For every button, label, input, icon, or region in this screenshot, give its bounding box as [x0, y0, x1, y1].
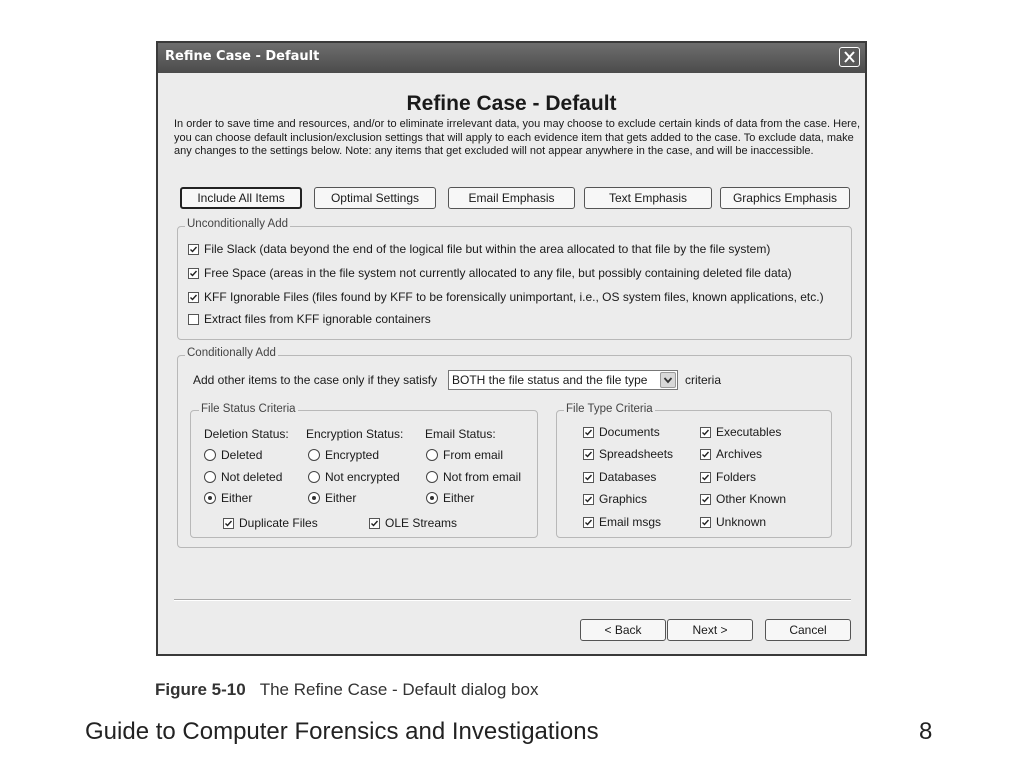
radio-not-from-email[interactable]: [426, 470, 521, 484]
encryption-status-header: Encryption Status:: [306, 427, 404, 441]
folders-checkbox[interactable]: [700, 470, 756, 484]
graphics-checkbox[interactable]: [583, 492, 647, 506]
kff-ignorable-label: KFF Ignorable Files (files found by KFF to be forensically unimportant, i.e., OS system files, known applications, etc.): [204, 290, 824, 304]
checkbox-box: [188, 244, 199, 255]
executables-label: Executables: [716, 425, 782, 439]
figure-number: Figure 5-10: [155, 680, 246, 699]
figure-caption: [155, 680, 538, 700]
file-slack-label: File Slack (data beyond the end of the logical file but within the area allocated to that file by the file system): [204, 242, 771, 256]
next-button[interactable]: Next >: [667, 619, 753, 641]
condition-select-value: BOTH the file status and the file type: [452, 373, 648, 387]
checkbox-box: [583, 517, 594, 528]
radio-label: From email: [443, 448, 504, 462]
extract-kff-containers-checkbox[interactable]: [188, 312, 431, 326]
radio-circle: [308, 471, 320, 483]
email-msgs-label: Email msgs: [599, 515, 662, 529]
free-space-label: Free Space (areas in the file system not currently allocated to any file, but possibly containing deleted file data): [204, 266, 792, 280]
check-icon: [370, 519, 379, 528]
check-icon: [584, 450, 593, 459]
radio-circle: [204, 471, 216, 483]
checkbox-box: [583, 449, 594, 460]
unknown-label: Unknown: [716, 515, 767, 529]
checkbox-box: [188, 292, 199, 303]
optimal-settings-button[interactable]: Optimal Settings: [314, 187, 436, 209]
folders-label: Folders: [716, 470, 757, 484]
other-known-checkbox[interactable]: [700, 492, 786, 506]
dialog-heading: Refine Case - Default: [406, 92, 617, 115]
kff-ignorable-checkbox[interactable]: [188, 290, 824, 304]
figure-caption-text: The Refine Case - Default dialog box: [259, 680, 539, 699]
conditionally-add-label: Conditionally Add: [187, 347, 276, 359]
email-status-header: Email Status:: [425, 427, 496, 441]
radio-encryption-either[interactable]: [308, 491, 356, 505]
radio-label: Either: [221, 491, 253, 505]
email-emphasis-button[interactable]: Email Emphasis: [448, 187, 575, 209]
intro-text: In order to save time and resources, and/or to eliminate irrelevant data, you may choose to exclude certain kinds of data from the case. Here, you can choose default inclusion/exclusion settings that will apply to each evidence item that gets added to the case. To exclude data, make any changes to the settings below. Note: any items that get excluded will not appear anywhere in the case, and will be inaccessible.: [174, 118, 861, 158]
spreadsheets-label: Spreadsheets: [599, 447, 674, 461]
radio-from-email[interactable]: [426, 448, 503, 462]
documents-checkbox[interactable]: [583, 425, 660, 439]
close-icon: [843, 51, 856, 63]
databases-label: Databases: [599, 470, 657, 484]
checkbox-box: [188, 314, 199, 325]
file-status-criteria-label: File Status Criteria: [201, 403, 296, 415]
duplicate-files-checkbox[interactable]: [223, 516, 318, 530]
back-button[interactable]: < Back: [580, 619, 666, 641]
check-icon: [584, 495, 593, 504]
archives-checkbox[interactable]: [700, 447, 762, 461]
radio-label: Either: [443, 491, 475, 505]
checkbox-box: [700, 472, 711, 483]
databases-checkbox[interactable]: [583, 470, 656, 484]
condition-select[interactable]: [448, 370, 678, 390]
radio-circle: [426, 449, 438, 461]
checkbox-box: [188, 268, 199, 279]
spreadsheets-checkbox[interactable]: [583, 447, 673, 461]
free-space-checkbox[interactable]: [188, 266, 792, 280]
radio-circle: [204, 449, 216, 461]
checkbox-box: [583, 427, 594, 438]
ole-streams-checkbox[interactable]: [369, 516, 457, 530]
check-icon: [584, 518, 593, 527]
check-icon: [701, 450, 710, 459]
check-icon: [189, 245, 198, 254]
graphics-emphasis-button[interactable]: Graphics Emphasis: [720, 187, 850, 209]
radio-label: Not encrypted: [325, 470, 400, 484]
checkbox-box: [700, 427, 711, 438]
checkbox-box: [583, 472, 594, 483]
condition-prompt: Add other items to the case only if they satisfy: [193, 373, 438, 387]
other-known-label: Other Known: [716, 492, 787, 506]
duplicate-files-label: Duplicate Files: [239, 516, 318, 530]
ole-streams-label: OLE Streams: [385, 516, 458, 530]
refine-case-dialog: [156, 41, 867, 656]
extract-kff-containers-label: Extract files from KFF ignorable containers: [204, 312, 431, 326]
radio-circle: [426, 471, 438, 483]
check-icon: [189, 293, 198, 302]
radio-label: Encrypted: [325, 448, 380, 462]
radio-label: Deleted: [221, 448, 263, 462]
dialog-separator: [174, 599, 851, 601]
radio-deletion-either[interactable]: [204, 491, 252, 505]
condition-suffix: criteria: [685, 373, 722, 387]
unconditionally-add-label: Unconditionally Add: [187, 218, 289, 230]
window-title: Refine Case - Default: [165, 49, 320, 64]
radio-encrypted[interactable]: [308, 448, 379, 462]
deletion-status-header: Deletion Status:: [204, 427, 289, 441]
radio-circle-selected: [308, 492, 320, 504]
radio-label: Not from email: [443, 470, 522, 484]
checkbox-box: [369, 518, 380, 529]
graphics-label: Graphics: [599, 492, 648, 506]
check-icon: [701, 518, 710, 527]
checkbox-box: [700, 517, 711, 528]
radio-deleted[interactable]: [204, 448, 262, 462]
footer-title: Guide to Computer Forensics and Investigations: [85, 718, 599, 745]
checkbox-box: [223, 518, 234, 529]
radio-circle-selected: [204, 492, 216, 504]
radio-label: Not deleted: [221, 470, 283, 484]
include-all-items-button[interactable]: Include All Items: [180, 187, 302, 209]
file-type-criteria-label: File Type Criteria: [566, 403, 653, 415]
unknown-checkbox[interactable]: [700, 515, 766, 529]
check-icon: [584, 428, 593, 437]
chevron-down-icon[interactable]: [660, 372, 676, 388]
check-icon: [189, 269, 198, 278]
executables-checkbox[interactable]: [700, 425, 781, 439]
file-slack-checkbox[interactable]: [188, 242, 770, 256]
documents-label: Documents: [599, 425, 660, 439]
page-number: 8: [919, 718, 933, 745]
checkbox-box: [700, 449, 711, 460]
check-icon: [584, 473, 593, 482]
archives-label: Archives: [716, 447, 763, 461]
check-icon: [701, 473, 710, 482]
title-bar[interactable]: [158, 43, 865, 73]
check-icon: [224, 519, 233, 528]
text-emphasis-button[interactable]: Text Emphasis: [584, 187, 712, 209]
radio-not-encrypted[interactable]: [308, 470, 400, 484]
radio-circle-selected: [426, 492, 438, 504]
check-icon: [701, 495, 710, 504]
cancel-button[interactable]: Cancel: [765, 619, 851, 641]
checkbox-box: [700, 494, 711, 505]
radio-email-either[interactable]: [426, 491, 474, 505]
check-icon: [701, 428, 710, 437]
radio-not-deleted[interactable]: [204, 470, 282, 484]
checkbox-box: [583, 494, 594, 505]
email-msgs-checkbox[interactable]: [583, 515, 661, 529]
close-button[interactable]: [839, 47, 860, 67]
radio-label: Either: [325, 491, 357, 505]
radio-circle: [308, 449, 320, 461]
